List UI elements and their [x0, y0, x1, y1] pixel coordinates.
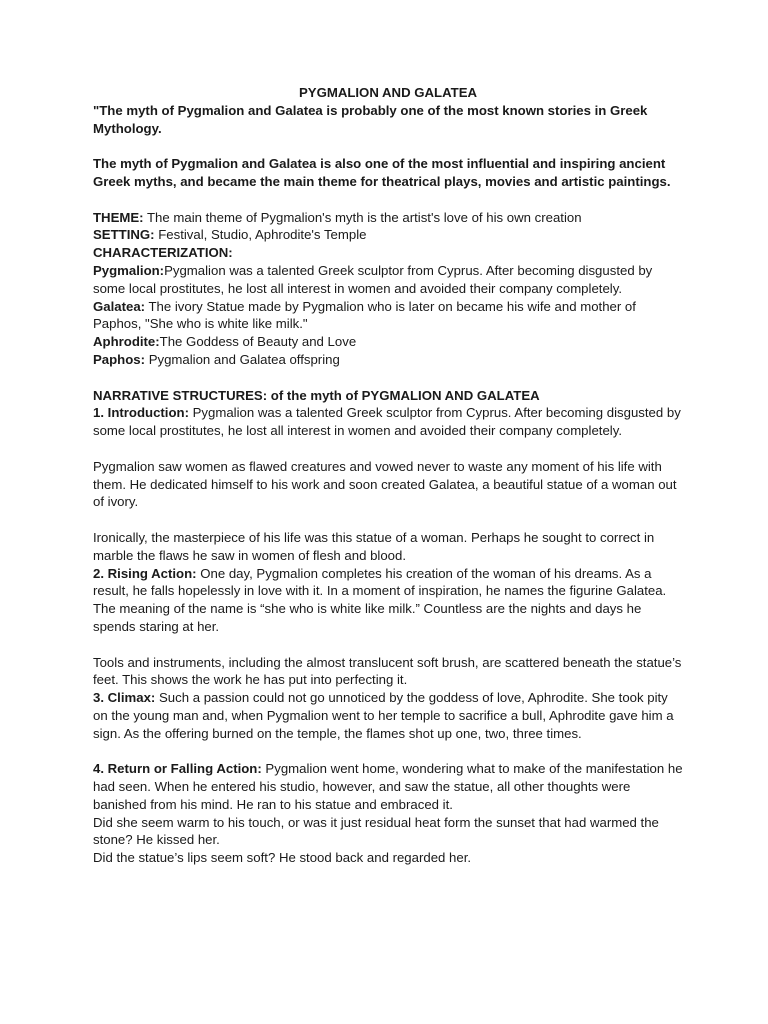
characterization-label: CHARACTERIZATION:: [93, 245, 233, 261]
setting-line: [93, 226, 683, 244]
climax-paragraph: [93, 689, 683, 742]
rising-action-text: One day, Pygmalion completes his creation of the woman of his dreams. As a result, he falls hopelessly in love with it. In a moment of inspiration, he names the figurine Galatea. The meaning of the name is “she who is white like milk.” Countless are the nights and days he spends staring at her.: [93, 565, 667, 634]
rising-action-label: 2. Rising Action:: [93, 565, 197, 581]
document-page: [93, 84, 683, 867]
character-aphrodite: [93, 333, 683, 351]
introduction-label: 1. Introduction:: [93, 405, 189, 421]
character-label: Pygmalion:: [93, 262, 165, 278]
climax-label: 3. Climax:: [93, 690, 156, 706]
introduction-paragraph: [93, 404, 683, 440]
theme-line: [93, 209, 683, 227]
character-paphos: [93, 351, 683, 369]
character-label: Paphos:: [93, 351, 146, 367]
falling-action-text: Pygmalion went home, wondering what to make of the manifestation he had seen. When he entered his studio, however, and saw the statue, all other thoughts were banished from his mind. He ran to his statue and embraced it.: [93, 761, 683, 812]
character-galatea: [93, 298, 683, 334]
character-text: Pygmalion and Galatea offspring: [145, 351, 340, 367]
character-text: The Goddess of Beauty and Love: [159, 334, 357, 350]
character-label: Aphrodite:: [93, 334, 160, 350]
intro-paragraph-1: "The myth of Pygmalion and Galatea is probably one of the most known stories in Greek Mythology.: [93, 102, 648, 136]
tools-paragraph: Tools and instruments, including the almost translucent soft brush, are scattered beneath the statue’s feet. This shows the work he has put into perfecting it.: [93, 654, 682, 688]
rising-action-paragraph: [93, 565, 683, 636]
theme-text: The main theme of Pygmalion's myth is the artist's love of his own creation: [143, 209, 582, 225]
document-title: PYGMALION AND GALATEA: [298, 85, 478, 100]
theme-label: THEME:: [93, 209, 144, 225]
setting-label: SETTING:: [93, 227, 155, 243]
character-text: The ivory Statue made by Pygmalion who is later on became his wife and mother of Paphos, "She who is white like milk.": [93, 298, 636, 332]
character-pygmalion: [93, 262, 683, 298]
lips-paragraph: Did the statue’s lips seem soft? He stood back and regarded her.: [93, 850, 472, 866]
falling-action-label: 4. Return or Falling Action:: [93, 761, 262, 777]
climax-text: Such a passion could not go unnoticed by the goddess of love, Aphrodite. She took pity on the young man and, when Pygmalion went to her temple to sacrifice a bull, Aphrodite gave him a sign. As the offering burned on the temple, the flames shot up one, two, three times.: [93, 690, 674, 741]
narrative-heading: NARRATIVE STRUCTURES: of the myth of PYGMALION AND GALATEA: [93, 387, 540, 403]
ironically-paragraph: Ironically, the masterpiece of his life was this statue of a woman. Perhaps he sought to correct in marble the flaws he saw in women of flesh and blood.: [93, 529, 655, 563]
flawed-paragraph: Pygmalion saw women as flawed creatures and vowed never to waste any moment of his life with them. He dedicated himself to his work and soon created Galatea, a beautiful statue of a woman out of ivory.: [93, 458, 677, 510]
falling-action-paragraph: [93, 760, 683, 813]
setting-text: Festival, Studio, Aphrodite's Temple: [154, 227, 367, 243]
intro-paragraph-2: The myth of Pygmalion and Galatea is also one of the most influential and inspiring ancient Greek myths, and became the main theme for theatrical plays, movies and artistic paintings.: [93, 156, 671, 189]
character-label: Galatea:: [93, 298, 146, 314]
character-text: Pygmalion was a talented Greek sculptor from Cyprus. After becoming disgusted by some local prostitutes, he lost all interest in women and avoided their company completely.: [93, 262, 653, 296]
warm-paragraph: Did she seem warm to his touch, or was it just residual heat form the sunset that had warmed the stone? He kissed her.: [93, 814, 659, 848]
introduction-text: Pygmalion was a talented Greek sculptor from Cyprus. After becoming disgusted by some local prostitutes, he lost all interest in women and avoided their company completely.: [93, 405, 681, 439]
